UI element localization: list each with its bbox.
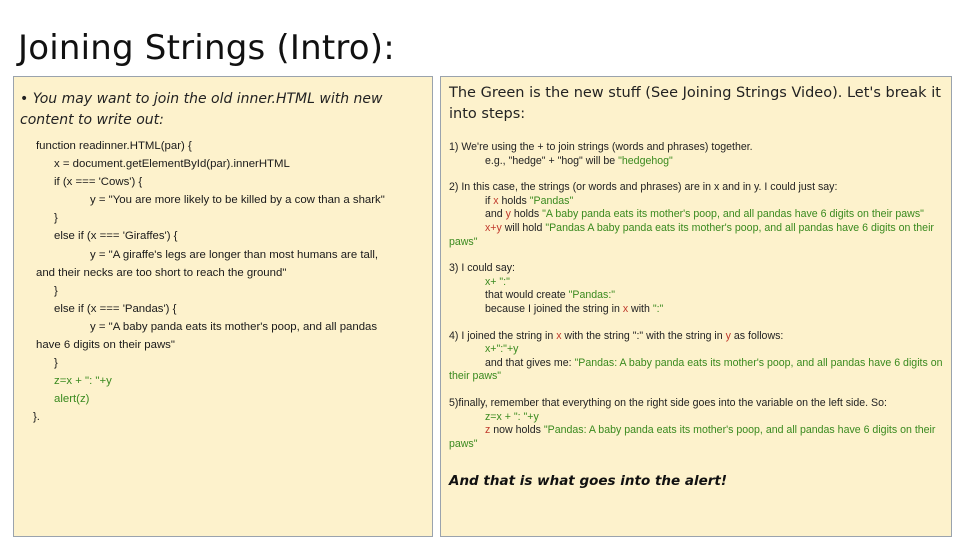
step-3-create: [449, 289, 943, 303]
code-line: alert(z): [54, 393, 90, 406]
expr-xy: x+y: [485, 221, 502, 234]
code-line: function readinner.HTML(par) {: [36, 140, 192, 152]
explanation-heading: The Green is the new stuff (See Joining Strings Video). Let's break it into steps:: [449, 85, 941, 122]
code-line: and their necks are too short to reach the ground": [36, 266, 287, 279]
step-text: holds: [498, 194, 530, 207]
step-4: [449, 330, 943, 384]
code-line: x = document.getElementById(par).innerHTML: [54, 158, 290, 171]
var-x: x: [556, 329, 562, 342]
step-1-example: [449, 155, 943, 169]
intro-bullet: • You may want to join the old inner.HTML with new content to write out:: [20, 91, 383, 128]
step-text: holds: [510, 208, 543, 221]
step-highlight: "hedgehog": [618, 154, 673, 167]
var-y: y: [725, 329, 731, 342]
code-line: }: [54, 357, 58, 370]
step-highlight: "Pandas:": [568, 289, 616, 302]
step-2-and: [449, 208, 943, 222]
step-5-result: [449, 424, 943, 451]
step-text: now holds: [490, 424, 544, 437]
step-text: will hold: [501, 221, 546, 234]
step-5-expr: z=x + ": "+y: [485, 410, 539, 423]
step-3-line: 3) I could say:: [449, 262, 515, 275]
step-3: [449, 262, 943, 316]
step-text: because I joined the string in: [485, 302, 623, 315]
left-panel: [13, 76, 433, 537]
step-text: if: [485, 194, 494, 207]
conclusion: And that is what goes into the alert!: [449, 473, 728, 490]
step-text: with the string ":" with the string in: [561, 329, 726, 342]
code-line: }: [54, 284, 58, 297]
var-y: y: [505, 208, 511, 221]
step-text: with: [628, 302, 653, 315]
step-5-line: 5)finally, remember that everything on the right side goes into the variable on the left side. So:: [449, 396, 887, 409]
step-text: as follows:: [730, 329, 784, 342]
step-highlight: "Pandas": [529, 194, 574, 207]
step-highlight: "Pandas: A baby panda eats its mother's poop, and all pandas have 6 digits on their paws": [449, 356, 943, 383]
code-line: y = "You are more likely to be killed by a cow than a shark": [90, 194, 385, 207]
code-line: }.: [33, 411, 40, 424]
code-line: y = "A giraffe's legs are longer than most humans are tall,: [90, 248, 379, 261]
step-3-because: [449, 303, 943, 317]
slide-title: Joining Strings (Intro):: [18, 28, 395, 68]
code-line: y = "A baby panda eats its mother's poop, and all pandas: [90, 320, 378, 333]
step-2-line: 2) In this case, the strings (or words and phrases) are in x and in y. I could just say:: [449, 181, 838, 194]
code-block: [33, 137, 432, 427]
code-line: if (x === 'Cows') {: [54, 176, 143, 189]
step-text: 4) I joined the string in: [449, 329, 557, 342]
code-line: z=x + ": "+y: [54, 375, 112, 388]
right-panel: [440, 76, 952, 537]
step-1-line: 1) We're using the + to join strings (words and phrases) together.: [449, 141, 753, 153]
var-x: x: [622, 302, 629, 315]
step-text: that would create: [485, 289, 569, 302]
code-line: }: [54, 212, 58, 225]
step-text: and that gives me:: [485, 356, 575, 369]
step-highlight: ":": [652, 302, 664, 315]
code-line: else if (x === 'Pandas') {: [54, 302, 177, 315]
step-3-expr: x+ ":": [485, 275, 510, 288]
var-x: x: [493, 194, 499, 207]
code-line: else if (x === 'Giraffes') {: [54, 230, 178, 243]
step-text: e.g., "hedge" + "hog" will be: [485, 154, 619, 167]
step-text: and: [485, 208, 506, 221]
step-2-hold: [449, 222, 943, 249]
step-5: [449, 397, 943, 451]
var-z: z: [485, 424, 491, 437]
step-1: [449, 141, 943, 168]
step-4-expr: x+":"+y: [485, 343, 519, 356]
step-2: [449, 181, 943, 249]
step-4-line: [449, 330, 943, 344]
code-line: have 6 digits on their paws": [36, 339, 175, 352]
step-4-result: [449, 357, 943, 384]
step-2-if: [449, 195, 943, 209]
step-highlight: "Pandas: A baby panda eats its mother's poop, and all pandas have 6 digits on their paws": [449, 424, 936, 450]
step-highlight: "A baby panda eats its mother's poop, and all pandas have 6 digits on their paws": [542, 208, 924, 221]
step-highlight: "Pandas A baby panda eats its mother's poop, and all pandas have 6 digits on their paws": [449, 221, 934, 248]
